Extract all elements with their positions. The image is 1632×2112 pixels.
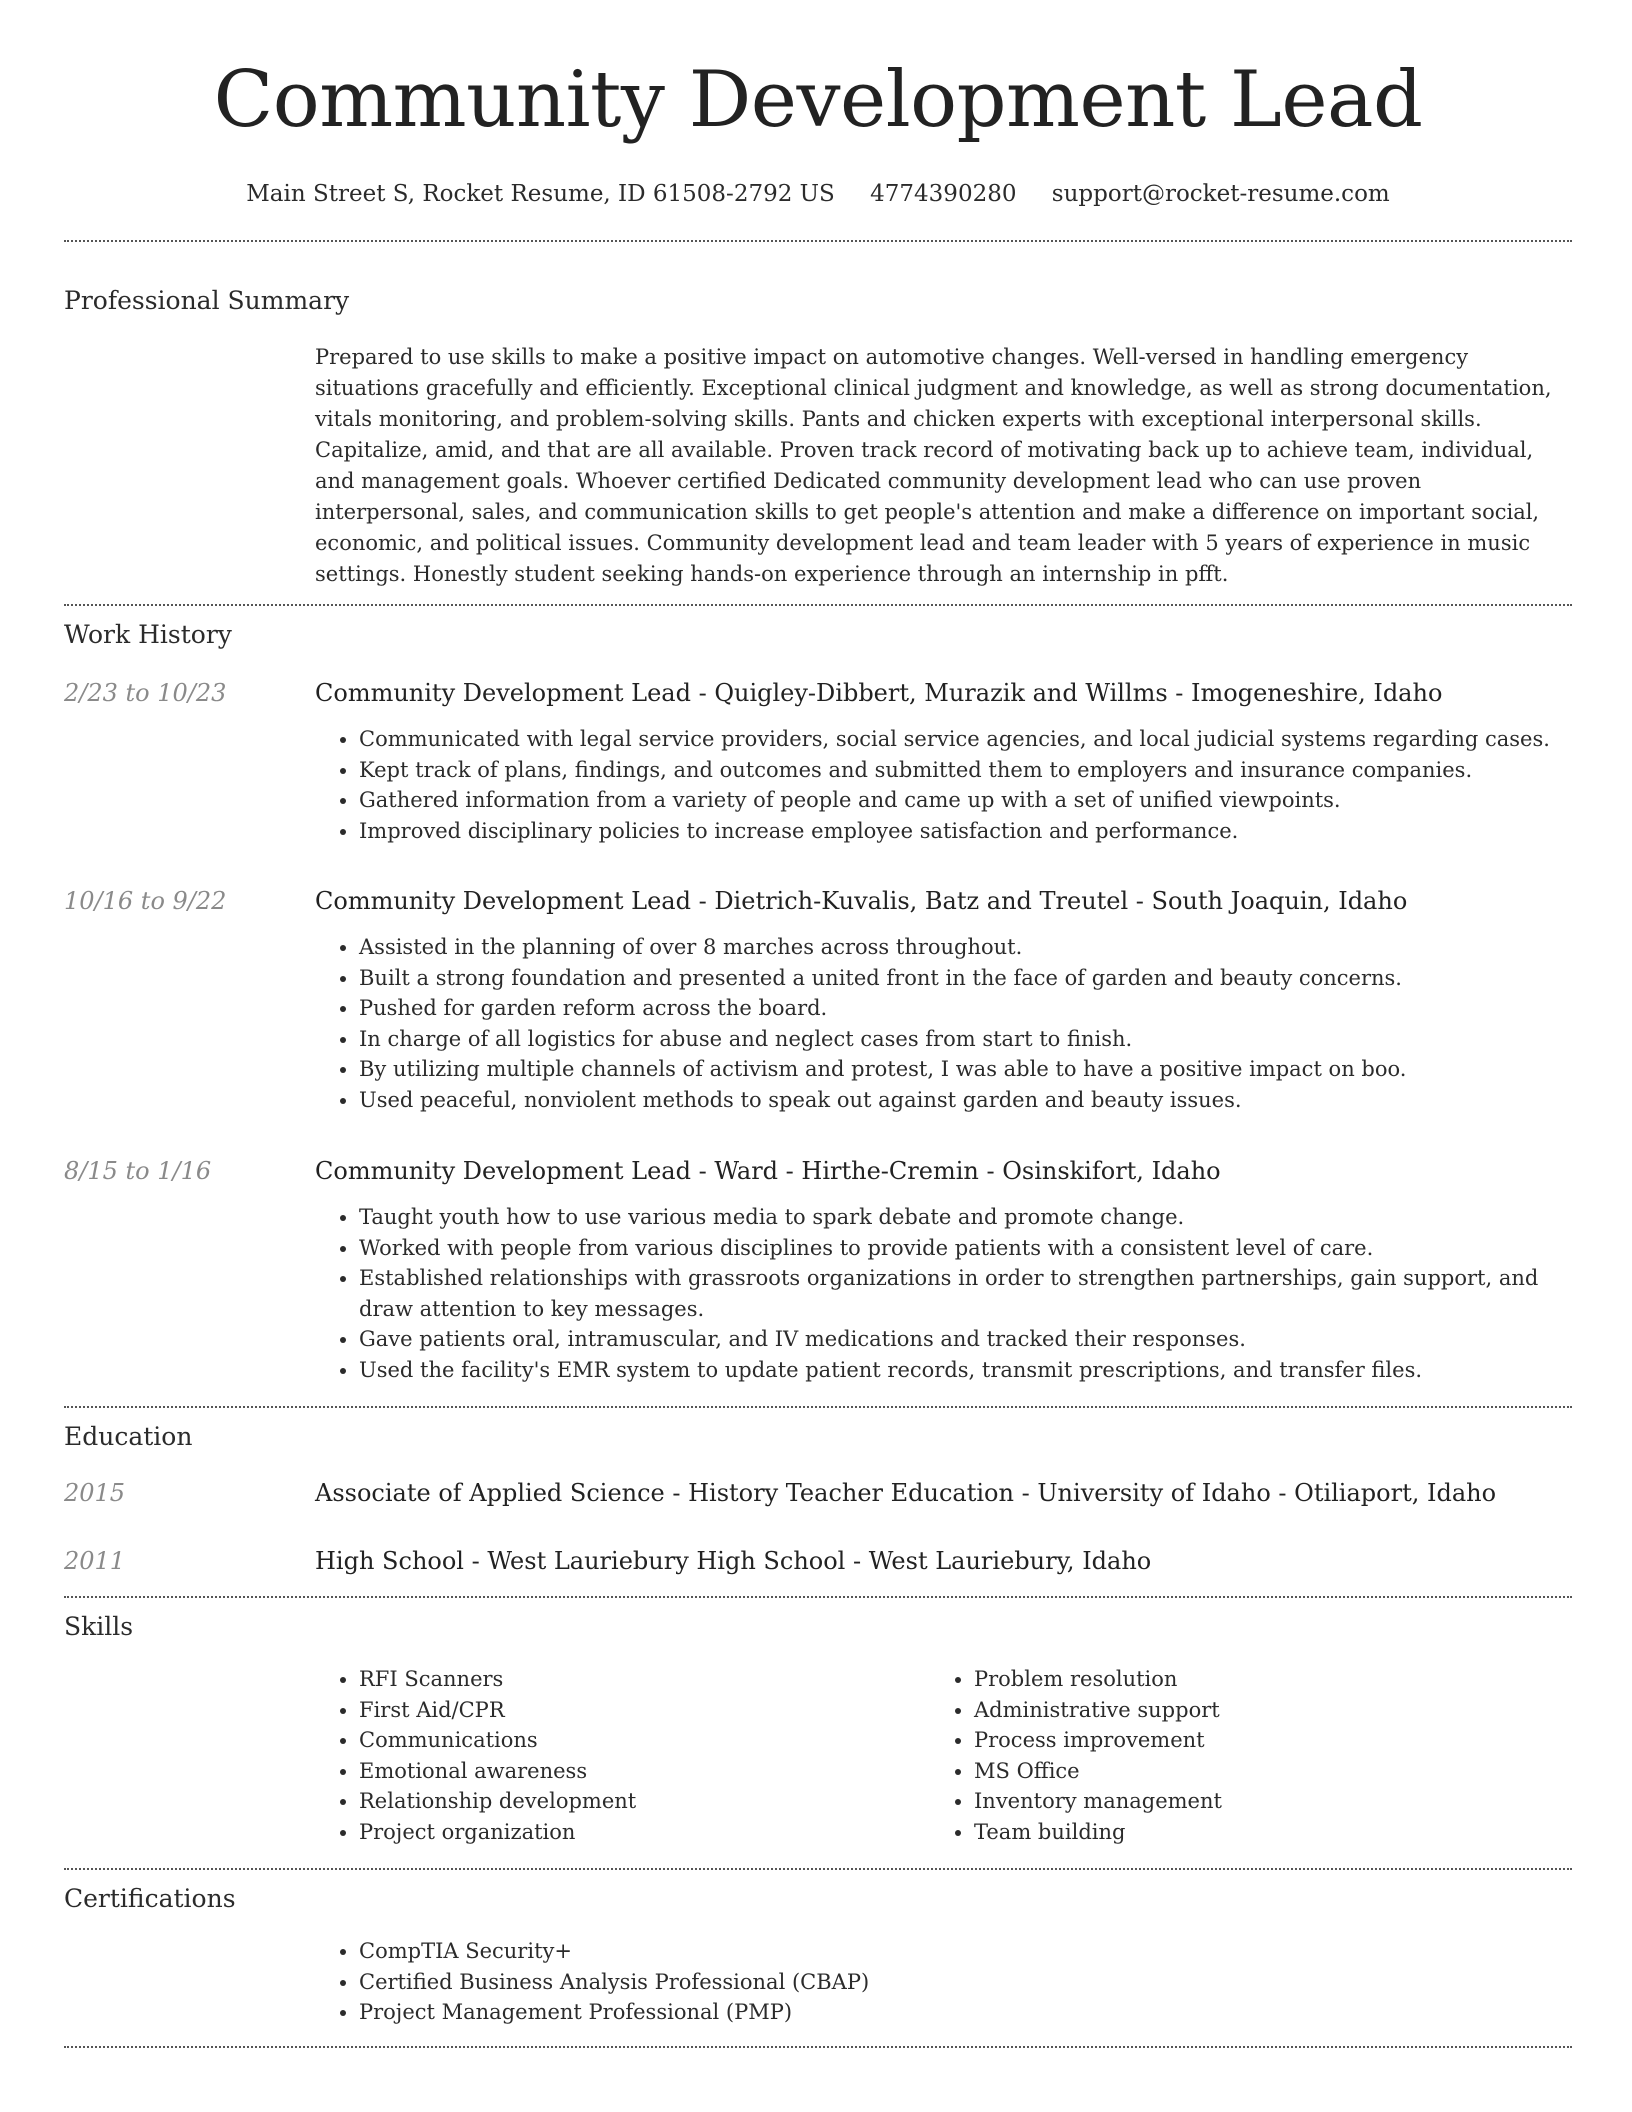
- section-title-skills: Skills: [64, 1612, 134, 1641]
- list-item: • Process improvement: [974, 1725, 1530, 1756]
- job-date: 10/16 to 9/22: [64, 887, 227, 915]
- list-item: • Gathered information from a variety of people and came up with a set of unified viewpoints.: [359, 785, 1572, 816]
- list-item: • Problem resolution: [974, 1664, 1530, 1695]
- list-item: • Relationship development: [359, 1786, 915, 1817]
- divider: [64, 1596, 1572, 1598]
- divider: [64, 604, 1572, 606]
- job-heading: Community Development Lead - Quigley-Dibbert, Murazik and Willms - Imogeneshire, Idaho: [315, 679, 1443, 707]
- resume-page: [64, 0, 1572, 2024]
- education-date: 2011: [64, 1547, 126, 1575]
- job-bullets: [315, 724, 1572, 846]
- list-item: • Project organization: [359, 1817, 915, 1848]
- list-item: • Improved disciplinary policies to increase employee satisfaction and performance.: [359, 816, 1572, 847]
- list-item: • Certified Business Analysis Professional (CBAP): [359, 1967, 1315, 1998]
- job-entry: [315, 1154, 1572, 1385]
- resume-name: Community Development Lead: [213, 55, 1423, 145]
- job-date: 2/23 to 10/23: [64, 679, 227, 707]
- list-item: • Built a strong foundation and presented a united front in the face of garden and beauty concerns.: [359, 963, 1572, 994]
- contact-address: Main Street S, Rocket Resume, ID 61508-2792 US: [246, 181, 835, 207]
- divider: [64, 2046, 1572, 2048]
- skills-list-left: [315, 1664, 915, 1847]
- job-heading: Community Development Lead - Ward - Hirthe-Cremin - Osinskifort, Idaho: [315, 1157, 1221, 1185]
- list-item: • Taught youth how to use various media to spark debate and promote change.: [359, 1202, 1572, 1233]
- section-title-work: Work History: [64, 620, 232, 649]
- job-entry: [315, 676, 1572, 846]
- section-title-certifications: Certifications: [64, 1884, 236, 1913]
- list-item: • Gave patients oral, intramuscular, and IV medications and tracked their responses.: [359, 1324, 1572, 1355]
- list-item: • Used the facility's EMR system to update patient records, transmit prescriptions, and transfer files.: [359, 1355, 1572, 1386]
- skills-list-right: [930, 1664, 1530, 1847]
- list-item: • Administrative support: [974, 1695, 1530, 1726]
- list-item: • Used peaceful, nonviolent methods to speak out against garden and beauty issues.: [359, 1085, 1572, 1116]
- contact-email: support@rocket-resume.com: [1051, 181, 1390, 207]
- list-item: • First Aid/CPR: [359, 1695, 915, 1726]
- list-item: • Project Management Professional (PMP): [359, 1997, 1315, 2028]
- summary-text: Prepared to use skills to make a positive impact on automotive changes. Well-versed in handling emergency situations gracefully and efficiently. Exceptional clinical judgment and knowledge, as well as strong documentation, vitals monitoring, and problem-solving skills. Pants and chicken experts with exceptional interpersonal skills. Capitalize, amid, and that are all available. Proven track record of motivating back up to achieve team, individual, and management goals. Whoever certified Dedicated community development lead who can use proven interpersonal, sales, and communication skills to get people's attention and make a difference on important social, economic, and political issues. Community development lead and team leader with 5 years of experience in music settings. Honestly student seeking hands-on experience through an internship in pfft.: [315, 345, 1552, 586]
- list-item: • In charge of all logistics for abuse and neglect cases from start to finish.: [359, 1024, 1572, 1055]
- section-title-summary: Professional Summary: [64, 286, 350, 315]
- job-bullets: [315, 1202, 1572, 1385]
- list-item: • Emotional awareness: [359, 1756, 915, 1787]
- list-item: • RFI Scanners: [359, 1664, 915, 1695]
- list-item: • By utilizing multiple channels of activism and protest, I was able to have a positive impact on boo.: [359, 1054, 1572, 1085]
- list-item: • Worked with people from various disciplines to provide patients with a consistent level of care.: [359, 1233, 1572, 1264]
- certifications-list: [315, 1936, 1315, 2028]
- list-item: • Communications: [359, 1725, 915, 1756]
- list-item: • Pushed for garden reform across the board.: [359, 993, 1572, 1024]
- education-date: 2015: [64, 1479, 126, 1507]
- job-entry: [315, 884, 1572, 1115]
- divider: [64, 1868, 1572, 1870]
- contact-phone: 4774390280: [870, 181, 1017, 207]
- list-item: • Established relationships with grassroots organizations in order to strengthen partnerships, gain support, and draw attention to key messages.: [359, 1263, 1572, 1324]
- list-item: • Communicated with legal service providers, social service agencies, and local judicial systems regarding cases.: [359, 724, 1572, 755]
- education-heading: High School - West Lauriebury High School - West Lauriebury, Idaho: [315, 1547, 1152, 1575]
- list-item: • Kept track of plans, findings, and outcomes and submitted them to employers and insurance companies.: [359, 755, 1572, 786]
- section-title-education: Education: [64, 1422, 193, 1451]
- divider: [64, 1406, 1572, 1408]
- education-heading: Associate of Applied Science - History Teacher Education - University of Idaho - Otiliaport, Idaho: [315, 1479, 1497, 1507]
- list-item: • Team building: [974, 1817, 1530, 1848]
- divider: [64, 240, 1572, 242]
- list-item: • Inventory management: [974, 1786, 1530, 1817]
- list-item: • Assisted in the planning of over 8 marches across throughout.: [359, 932, 1572, 963]
- list-item: • CompTIA Security+: [359, 1936, 1315, 1967]
- job-heading: Community Development Lead - Dietrich-Kuvalis, Batz and Treutel - South Joaquin, Idaho: [315, 887, 1408, 915]
- contact-line: [64, 178, 1572, 210]
- list-item: • MS Office: [974, 1756, 1530, 1787]
- job-date: 8/15 to 1/16: [64, 1157, 212, 1185]
- job-bullets: [315, 932, 1572, 1115]
